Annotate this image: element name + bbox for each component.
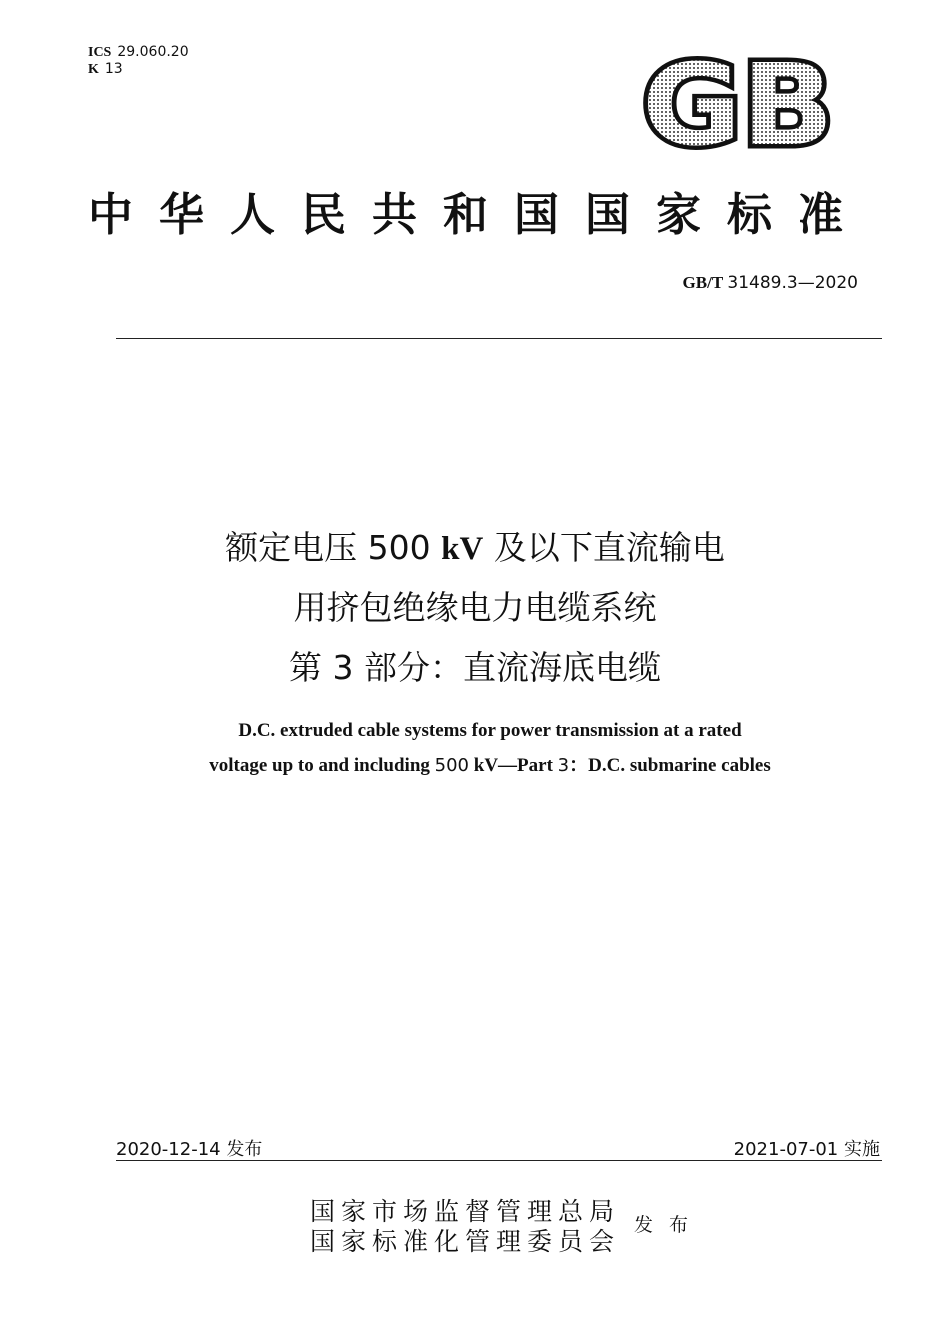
national-standard-heading: 中华人民共和国国家标准 bbox=[88, 188, 870, 241]
ics-label: ICS bbox=[88, 45, 112, 60]
title-zh-line2: 用挤包绝缘电力电缆系统 bbox=[293, 588, 657, 627]
k-label: K bbox=[88, 62, 99, 77]
title-zh-line1-post: 及以下直流输电 bbox=[483, 528, 725, 567]
title-zh-unit: kV bbox=[441, 531, 484, 567]
title-en-line2-mid: kV—Part bbox=[469, 755, 558, 776]
classification-codes bbox=[88, 44, 189, 78]
ics-value: 29.060.20 bbox=[117, 44, 189, 60]
gb-logo bbox=[640, 54, 836, 154]
title-en-voltage: 500 bbox=[434, 755, 470, 776]
ics-code bbox=[88, 44, 189, 61]
standard-prefix: GB/T bbox=[682, 273, 724, 292]
standard-number bbox=[683, 273, 858, 293]
k-value: 13 bbox=[104, 61, 123, 77]
title-zh-line1 bbox=[95, 522, 855, 569]
implementation-date: 2021-07-01 实施 bbox=[733, 1139, 880, 1160]
k-code bbox=[88, 61, 189, 78]
issuer-samr: 国家市场监督管理总局 bbox=[310, 1197, 621, 1226]
gb-logo-text: GB bbox=[642, 54, 834, 154]
title-en-line2-pre: voltage up to and including bbox=[209, 755, 435, 776]
title-en-line2 bbox=[95, 750, 885, 777]
footer-divider bbox=[116, 1160, 882, 1161]
issuer-sac: 国家标准化管理委员会 bbox=[310, 1227, 621, 1256]
title-zh-line3: 第 3 部分：直流海底电缆 bbox=[289, 648, 661, 687]
publish-label: 发布 bbox=[634, 1214, 705, 1236]
header-divider bbox=[116, 338, 882, 339]
issue-date: 2020-12-14 发布 bbox=[116, 1139, 263, 1160]
title-zh-line1-pre: 额定电压 500 bbox=[225, 528, 442, 567]
title-en-line2-post: ：D.C. submarine cables bbox=[569, 755, 771, 776]
title-en-part-number: 3 bbox=[557, 755, 570, 776]
standard-code: 31489.3—2020 bbox=[727, 273, 858, 293]
title-en-line1: D.C. extruded cable systems for power transmission at a rated bbox=[238, 720, 742, 741]
